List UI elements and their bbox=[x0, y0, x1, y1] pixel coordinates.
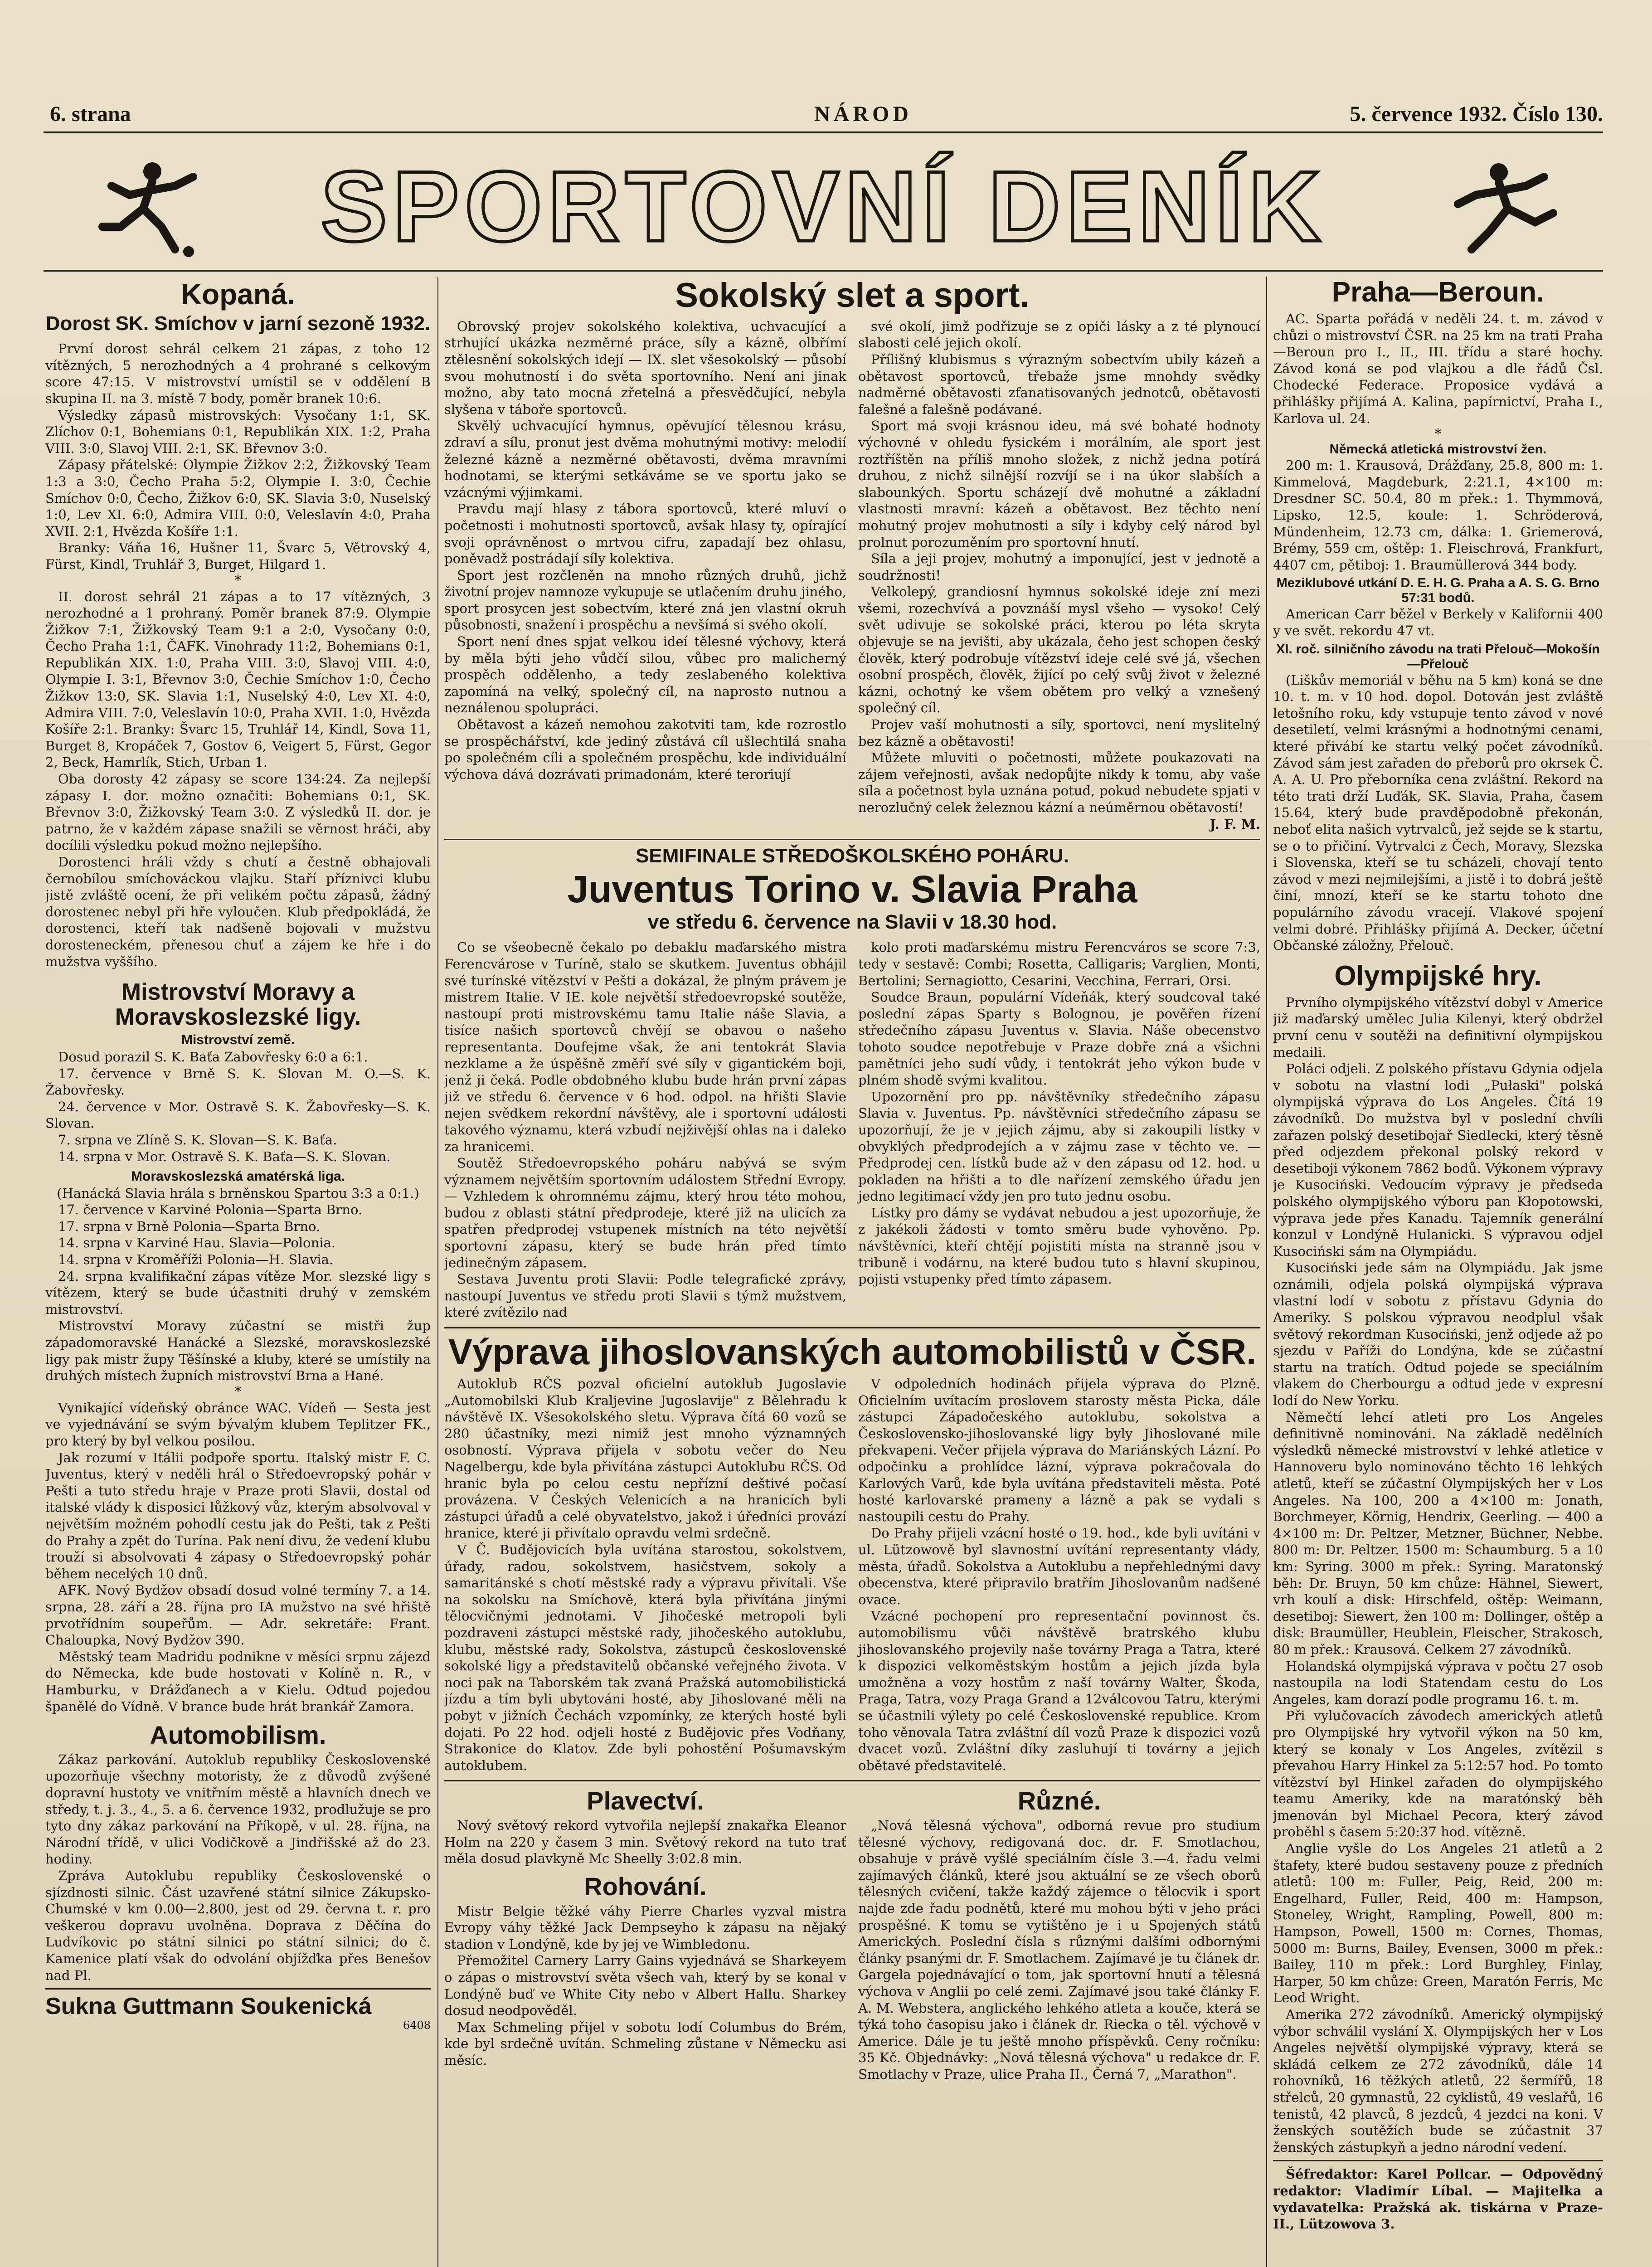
semifinal-paragraph: kolo proti maďarskému mistru Ferencváros se score 7:3, tedy v sestavě: Combi; Rosetta, Calligaris; Varglien, Monti, Bertolini; Sernagiotto, Cesarini, Vecchina, Ferrari, Orsi. bbox=[858, 939, 1260, 988]
news-item: Vynikající vídeňský obránce WAC. Vídeň — Sesta jest ve vyjednávání se svým bývalým klubem Teplitzer FK., pro který by byl velkou posilou. bbox=[45, 1400, 431, 1449]
sokol-paragraph: Sport má svoji krásnou ideu, má své bohaté hodnoty výchovné v ohledu fysickém i morálním, ale sport jest roztříštěn na příliš mnoho složek, z nichž jedna potírá druhou, z nichž silnější rozvíjí se i na úkor slabších a slabounkých. Sportu scházejí dvě mohutné a základní vlastnosti mravní: kázeň a obětavost. Bez těchto není mohutný projev mohutnosti a síly i kdyby celý národ byl prolnut porozuměním pro sportovní hnutí. bbox=[858, 418, 1260, 550]
sokol-right bbox=[858, 318, 1260, 832]
bottom-left bbox=[444, 1786, 846, 2082]
sokol-paragraph: Projev vaší mohutnosti a síly, sportovci, není myslitelný bez kázně a obětavosti! bbox=[858, 717, 1260, 749]
olympics-paragraph: Poláci odjeli. Z polského přístavu Gdynia odjela v sobotu na vlastní lodi „Pułaski" polská olympijská výprava do Los Angeles. Čítá 19 závodníků. Do mužstva byl v poslední chvíli zařazen polský desetibojař Siedlecki, který těsně před odjezdem překonal polský rekord v desetiboji výkonem 7862 bodů. Výkonem výpravy je Kusociński. Vedoucím výpravy je předseda polského olympijského výboru pan Kłopotowski, výprava jede přes Kanadu. Tajemník generální konzul v Londýně Hulanicki. S výpravou odjel Kusociński sám na Olympiádu. bbox=[1273, 1061, 1603, 1259]
misc-heading: Různé. bbox=[1017, 1786, 1101, 1815]
olympics-paragraph: Kusociński jede sám na Olympiádu. Jak jsme oznámili, odjela polská olympijská výprava vlastní lodí v sobotu z přístavu Gdynia do Ameriky. S polskou výpravou neodplul však světový rekordman Kusociński, jenž odjede až po sjezdu v Paříži do Londýna, kde se zúčastní startu na tratích. Odtud pojede se speciálním vlakem do Cherbourgu a odtud jede v expresní lodí do New Yorku. bbox=[1273, 1260, 1603, 1409]
column-rule-1 bbox=[437, 277, 438, 2267]
column-1 bbox=[45, 277, 431, 2267]
semifinal-right bbox=[858, 939, 1260, 1321]
sokol-paragraph: Můžete mluviti o početnosti, můžete poukazovati na zájem veřejnosti, avšak nedopůjte nikdy k tomu, aby vaše síla a početnost byla uznána potud, pokud nebudete spjati v nerozlučný celek železnou kázní a neúměrnou obětavostí! bbox=[858, 750, 1260, 816]
boxing-text bbox=[444, 1903, 846, 2069]
bottom-right bbox=[858, 1786, 1260, 2082]
football-paragraph: První dorost sehrál celkem 21 zápas, z toho 12 vítězných, 5 nerozhodných a 4 prohrané s celkovým score 47:15. V mistrovství umístil se v oddělení B skupina II. na 3. místě 7 body, poměr branek 10:6. bbox=[45, 341, 431, 406]
runner-icon bbox=[1444, 159, 1567, 258]
olympics-paragraph: Prvního olympijského vítězství dobyl v Americe již maďarský umělec Julia Kilenyi, který obdržel první cenu v soutěži na definitivní olympijskou medaili. bbox=[1273, 994, 1603, 1060]
olympics-paragraph: Při vylučovacích závodech amerických atletů pro Olympijské hry vytvořil výkon na 50 km, který se konaly v Los Angeles, zvítězil s převahou Harry Hinkel za 5:12:57 hod. Po tomto vítězství byl Hinkel zařaden do olympijského teamu Ameriky, kde na maratónský běh jmenován byl Michael Pecora, který závod proběhl s časem 5:20:37 hod. vítězně. bbox=[1273, 1708, 1603, 1840]
fixture-line: 14. srpna v Kroměříži Polonia—H. Slavia. bbox=[58, 1252, 334, 1268]
fixture-line: 24. července v Mor. Ostravě S. K. Žabovřesky—S. K. Slovan. bbox=[45, 1099, 431, 1131]
rally-paragraph: V odpoledních hodinách přijela výprava do Plzně. Oficielním uvítacím proslovem starosty města Picka, dále zástupci Západočeského autoklubu, sokolstva a Československo-jihoslovanské ligy byly Jihoslované mile překvapeni. Večer přijela výprava do Mariánských Lázní. Po odpočinku a prohlídce lázní, výprava pokračovala do Karlových Varů, kde byla uvítána představiteli města. Poté hosté karlovarské prameny a lázně a pak se vydali s nastoupili cestu do Prahy. bbox=[858, 1376, 1260, 1524]
issue-date: 5. července 1932. Číslo 130. bbox=[1350, 102, 1603, 126]
boxing-paragraph: Mistr Belgie těžké váhy Pierre Charles vyzval mistra Evropy váhy těžké Jack Dempseyho k zápasu na nějaký stadion v Londýně, kde by jej ve Wimbledonu. bbox=[444, 1903, 846, 1952]
masthead bbox=[44, 141, 1603, 272]
fixture-line: 17. července v Brně S. K. Slovan M. O.—S. K. Žabovřesky. bbox=[45, 1065, 431, 1098]
bottom-articles bbox=[444, 1786, 1260, 2082]
football-player-icon bbox=[84, 159, 207, 258]
news-item: AFK. Nový Bydžov obsadí dosud volné termíny 7. a 14. srpna, 28. září a 28. října pro IA mužstvo na své hřiště prvotřídním soupeřům. — Adr. sekretáře: Frant. Chaloupka, Nový Bydžov 390. bbox=[45, 1582, 431, 1648]
fixture-line: 14. srpna v Mor. Ostravě S. K. Baťa—S. K. Slovan. bbox=[58, 1148, 391, 1164]
semifinal-paragraph: Lístky pro dámy se vydávat nebudou a jest upozorňuje, že z jakékoli žádosti v tomto směru bude vyhověno. Pp. návštěvníci, kteří chtějí pojistiti místa na stranně jsou v tribuně i vodárnu, na které budou tuto s hlavní skupinou, pojisti vstupenky před tímto zápasem. bbox=[858, 1205, 1260, 1287]
rally-heading: Výprava jihoslovanských automobilistů v ČSR. bbox=[448, 1332, 1257, 1372]
moravia-text bbox=[45, 1032, 431, 1715]
separator-asterisk: * bbox=[1434, 426, 1442, 443]
rally-paragraph: V Č. Budějovicích byla uvítána starostou, sokolstvem, úřady, radou, sokolstvem, hasičstvem, sokoly a samaritánské s chotí městské rady a výpravu přivítali. Vše na sokolsku na Smíchově, která byla přivítána jinými tělocvičnými jednotami. V Jihočeské metropoli byli pozdraveni zástupci městské rady, jihočeského autoklubu, klubu, městské rady, Sokolstva, zástupců československé sokolské ligy a představitelů občanské veřejného života. V noci pak na Taborském tak zvaná Pražská automobilistická jízdu a tím byli ubytováni hosté, aby Jihoslované měli na pobyt v jižních Čechách vzpomínky, ze kterých hosté byli dojati. Po 22 hod. odjeli hosté z Budějovic přes Vodňany, Strakonice do Klatov. Zde byli pohostění Pošumavským autoklubem. bbox=[444, 1542, 846, 1773]
praha-beroun-text bbox=[1273, 311, 1603, 427]
sokol-paragraph: Pravdu mají hlasy z tábora sportovců, které mluví o početnosti i mohutnosti sportovců, avšak hlasy ty, opírající svoji oprávněnost o mrtvou cifru, zapadají bez ohlasu, poněvadž postrádají síly kolektiva. bbox=[444, 501, 846, 567]
boxing-paragraph: Max Schmeling přijel v sobotu lodí Columbus do Brém, kde byl srdečně uvítán. Schmeling zůstane v Německu asi měsíc. bbox=[444, 2019, 846, 2068]
column-rule-3 bbox=[1266, 277, 1267, 2267]
sokol-paragraph: Síla a jeji projev, mohutný a imponující, jest v jednotě a soudržnosti! bbox=[858, 551, 1260, 583]
sokol-signature: J. F. M. bbox=[1210, 816, 1260, 832]
womens-paragraph: 200 m: 1. Krausová, Drážďany, 25.8, 800 m: 1. Kimmelová, Magdeburk, 2:21.1, 4×100 m: Dresdner SC. 50.4, 80 m přek.: 1. Thymmová, Lipsko, 12.5, koule: 1. Schröderová, Mündenheim, 12.73 cm, dálka: 1. Griemerová, Brémy, 559 cm, oštěp: 1. Fleischrová, Frankfurt, 4407 cm, pětiboj: 1. Braumüllerová 344 body. bbox=[1273, 457, 1603, 573]
semifinal-heading: Juventus Torino v. Slavia Praha bbox=[567, 868, 1137, 911]
column-4 bbox=[1273, 277, 1603, 2267]
sokol-paragraph: Obětavost a kázeň nemohou zakotviti tam, kde rozrostlo se prospěchářství, kde jediný zůstává cíl ušlechtilá snaha po společném cíli a společném prospěchu, kde individuální výchova dává dozrávati primadonám, které teroriují bbox=[444, 717, 846, 782]
fixture-line: 17. srpna v Brně Polonia—Sparta Brno. bbox=[58, 1218, 321, 1234]
boxing-paragraph: Přemožitel Carnery Larry Gains vyjednává se Sharkeyem o zápas o mistrovství světa všech vah, který by se konal v Londýně buď ve White City nebo v Albert Hallu. Sharkey dosud neodpověděl. bbox=[444, 1953, 846, 2019]
motoring-text bbox=[45, 1751, 431, 1984]
imprint-rule bbox=[1273, 2160, 1603, 2161]
separator-asterisk: * bbox=[234, 572, 242, 589]
fixture-line: Dosud porazil S. K. Baťa Zabovřesky 6:0 a 6:1. bbox=[58, 1049, 368, 1065]
womens-heading: Německá atletická mistrovství žen. bbox=[1329, 442, 1547, 457]
masthead-rule bbox=[44, 270, 1603, 272]
road-race-heading: XI. roč. silničního závodu na trati Přelouč—Mokošín—Přelouč bbox=[1276, 642, 1600, 671]
football-paragraph: II. dorost sehrál 21 zápas a to 17 vítězných, 3 nerozhodné a 1 prohraný. Poměr branek 87:9. Olympie Žižkov 7:1, Žižkovský Team 9:1 a 2:0, Vysočany 0:0, Čecho Praha 1:1, ČAFK. Vinohrady 11:2, Bohemians 0:1, Republikán XIX. 1:0, Praha VIII. 3:0, Slavoj VIII. 4:0, Olympie I. 3:1, Břevnov 3:0, Čechie Smíchov 1:0, Čecho Žižkov 13:0, SK. Slavia 1:1, Nuselský 4:0, Lev XI. 4:0, Admira VIII. 7:0, Veleslavín 10:0, Praha XVII. 1:0, Hvězda Košíře 2:1. Branky: Švarc 15, Truhlář 14, Kindl, Sova 11, Burget 8, Kropáček 7, Gostov 6, Veigert 5, Fürst, Gegor 2, Beck, Hamrlík, Stich, Urban 1. bbox=[45, 589, 431, 770]
moravia-sub1: Mistrovství země. bbox=[181, 1032, 295, 1048]
football-paragraph: Zápasy přátelské: Olympie Žižkov 2:2, Žižkovský Team 1:3 a 3:0, Čecho Praha 5:2, Olympie I. 3:0, Čechie Smíchov 0:0, Čecho, Žižkov 6:0, SK. Slavia 3:0, Nuselský 1:0, Lev XI. 6:0, Admira VIII. 0:0, Veleslavín 4:0, Praha XVII. 2:1, Hvězda Košíře 1:1. bbox=[45, 457, 431, 539]
moravia-note: (Hanácká Slavia hrála s brněnskou Spartou 3:3 a 0:1.) bbox=[57, 1185, 419, 1201]
sokol-paragraph: své okolí, jimž podřizuje se z opiči lásky a z té plynoucí slabosti celé jejich okolí. bbox=[858, 318, 1260, 351]
sokol-paragraph: Obrovský projev sokolského kolektiva, uchvacující a strhující ukázka nezměrné práce, síly a kázně, olbřímí ztělesnění sokolských idejí — IX. slet všesokolský — působí svou mohutností i do světa sportovního. Není ani jinak možno, aby tato mocná zřetelná a přesvědčující, nebyla slyšena v táboře sportovců. bbox=[444, 318, 846, 417]
fixture-line: Mistrovství Moravy zúčastní se mistři žup západomoravské Hanácké a Slezské, moravskoslezské ligy pak mistr župy Těšínské a kluby, které se umístily na druhých místech župních mistrovství Brna a Hané. bbox=[45, 1318, 431, 1384]
semifinal-left bbox=[444, 939, 846, 1321]
club-meet-paragraph: American Carr běžel v Berkely v Kalifornii 400 y ve svět. rekordu 47 vt. bbox=[1273, 606, 1603, 638]
section-rule bbox=[444, 1780, 1260, 1781]
football-paragraph: Branky: Váňa 16, Hušner 11, Švarc 5, Větrovský 4, Fürst, Kindl, Truhlář 3, Burget, Hilgard 1. bbox=[45, 540, 431, 572]
misc-paragraph: „Nová tělesná výchova", odborná revue pro studium tělesné výchovy, redigovaná doc. dr. F. Smotlachou, obsahuje v právě vyšlé speciálním čísle 3.—4. řadu velmi zajímavých článků, které jsou aktuální se ze všech oborů tělesných cvičení, takže každý zájemce o tělocvik i sport najde zde řadu podnětů, které mu mohou býti v jeho práci prospěšné. K tomu se vytištěno je i u Spojených států Amerických. Poslední čísla s různými dalšími odbornými články psanými dr. F. Smotlachem. Zajímavé je tu článek dr. Gargela pojednávající o tom, jak sportovní hnutí a tělesná výchova v Anglii po celé zemi. Zajímavé jsou také články F. A. M. Webstera, anglického lehkého atleta a kouče, která se týká toho časopisu jako i článek dr. Riecka o těl. výchově v Americe. Dále je tu ještě mnoho příspěvků. Ceny ročníku: 35 Kč. Objednávky: „Nová tělesná výchova" u redakce dr. F. Smotlachy v Praze, ulice Praha II., Černá 7, „Marathon". bbox=[858, 1818, 1260, 2082]
motoring-heading: Automobilism. bbox=[150, 1721, 326, 1750]
semifinal-paragraph: Soutěž Středoevropského poháru nabývá se svým významem největším sportovním událostem Střední Evropy. — Vzhledem k ohromnému zájmu, který hrou této mohou, budou z oblasti státní předprodeje, které již na ulicích za spatřen předprodej vstupenek místních na této největší sportovní zápasu, který se bude hrán před tímto jedinečným zápasem. bbox=[444, 1155, 846, 1270]
football-paragraph: Oba dorosty 42 zápasy se score 134:24. Za nejlepší zápasy I. dor. možno označiti: Bohemians 0:1, SK. Břevnov 3:0, Žižkovský Team 3:0. Z výsledků II. dor. je patrno, že v každém zápase snažili se věrnost hráči, aby docílili výsledku pokud možno nejlepšího. bbox=[45, 771, 431, 853]
olympics-paragraph: Amerika 272 závodníků. Americký olympijský výbor schválil vyslání X. Olympijských her v Los Angeles největší olympijské výpravy, která se skládá celkem ze 272 závodníků, dále 14 rohovníků, 16 těžkých atletů, 22 šermířů, 18 střelců, 20 gymnastů, 22 cyklistů, 49 veslařů, 16 tenistů, 42 plavců, 8 jezdců, 4 jezdci na koni. V ženských soutěžích bude se zúčastnit 37 ženských zástupkyň a jedno národní vedení. bbox=[1273, 2007, 1603, 2155]
club-meet-heading: Meziklubové utkání D. E. H. G. Praha a A. S. G. Brno 57:31 bodů. bbox=[1276, 576, 1600, 606]
football-subheading: Dorost SK. Smíchov v jarní sezoně 1932. bbox=[45, 312, 431, 335]
olympics-paragraph: Němečtí lehcí atleti pro Los Angeles definitivně nominováni. Na základě nedělních výsledků německé mistrovství v lehké atletice v Hannoveru bylo nominováno těchto 16 lehkých atletů, kteří se zúčastní Olympijských her v Los Angeles. Na 100, 200 a 4×100 m: Jonath, Borchmeyer, Körnig, Hendrix, Geerling. — 400 a 4×100 m: Dr. Peltzer, Metzner, Büchner, Nebbe. 800 m: Dr. Peltzer. 1500 m: Schaumburg. 5 a 10 km: Syring. 3000 m přek.: Syring. Maratonský běh: Dr. Bruyn, 50 km chůze: Hähnel, Siewert, vrh koulí a disk: Hirschfeld, oštěp: Weimann, desetiboj: Siewert, žen 100 m: Dollinger, oštěp a disk: Braumüller, Heublein, Fleischer, Strakosch, 80 m přek.: Krausová. Celkem 27 závodníků. bbox=[1273, 1409, 1603, 1657]
football-paragraph: Výsledky zápasů mistrovských: Vysočany 1:1, SK. Zlíchov 0:1, Bohemians 0:1, Republikán XIX. 1:2, Praha VIII. 3:0, Slavoj VIII. 2:1, SK. Břevnov 3:0. bbox=[45, 407, 431, 456]
sokol-paragraph: Velkolepý, grandiosní hymnus sokolské ideje zní mezi všemi, rozechvívá a povznáší mysl všeho — vysoko! Celý svět udivuje se sokolské práci, kterou po léta skryta objevuje se na jevišti, aby ukázala, čeho jest schopen český člověk, který podrobuje vítězství ideje celé své já, všechen osobní prospěch, člověk, žijící po celý svůj život v železné kázni, ochotný ke všem obětem pro velký a vznešený společný cíl. bbox=[858, 584, 1260, 716]
sokol-paragraph: Sport jest rozčleněn na mnoho různých druhů, jichž životní projev namnoze vykupuje se utlačením druhu jiného, sport prosycen jest sobectvím, které zná jen vlastní okruh působnosti, snažení i prospěchu a nevšímá si svého okolí. bbox=[444, 567, 846, 633]
rally-paragraph: Autoklub RČS pozval oficielní autoklub Jugoslavie „Automobilski Klub Kraljevine Jugoslavije" z Bělehradu k návštěvě IX. Všesokolského sletu. Výprava čítá 60 vozů se 280 účastníky, mezi nimiž jest mnoho významných osobností. Výprava přijela v sobotu večer do Neu Nagelbergu, kde byla přivítána zástupci Autoklubu RČS. Od hranic byla po celou cestu nepřízní deštivé počasí provázena. V Českých Velenicích a na hranicích byli zástupci úřadů a celé obyvatelstvo, jakož i úředníci provází hranice, které ji přivítalo opravdu velmi srdečně. bbox=[444, 1376, 846, 1541]
sokol-paragraph: Přílišný klubismus s výrazným sobectvím ubily kázeň a obětavost sportovců, třebaže jsme mnohdy svědky nadměrné obětavosti zfanatisovaných jednotců, obětavosti falešné a falešně podávané. bbox=[858, 351, 1260, 417]
sokol-article bbox=[444, 318, 1260, 832]
page-number: 6. strana bbox=[50, 102, 131, 126]
praha-beroun-paragraph: AC. Sparta pořádá v neděli 24. t. m. závod v chůzi o mistrovství ČSR. na 25 km na trati Praha—Beroun pro I., II., III. třídu a staré hochy. Závod koná se pod vlajkou a dle řádů Čsl. Chodecké Federace. Proposice vydává a přihlášky přijímá A. Kalina, papírnictví, Praha I., Karlova ul. 24. bbox=[1273, 311, 1603, 426]
semifinal-paragraph: Co se všeobecně čekalo po debaklu maďarského mistra Ferencvárose v Turíně, stalo se skutkem. Juventus obhájil své turínské vítězství v Pešti a dokázal, že plným právem je mistrem Italie. V IE. kole největší středoevropské soutěže, nastoupí proti mistrovskému tamu Italie náše Slavia, a tisíce našich sportovců chvějí se obavou o našeho representanta. Doufejme však, že ani tentokrát Slavia nezklame a že úspěšně změří své síly v gigantickém boji, jenž ji čeká. Podle obdobného klubu bude hrán první zápas již ve středu 6. července v 6 hod. odpol. na hřišti Slavie nejen svědkem rekordní návštěvy, ale i sportovní události takového významu, která vzbudí nejživější ohlas na i daleko za hranicemi. bbox=[444, 939, 846, 1154]
club-meet-text bbox=[1273, 606, 1603, 639]
olympics-paragraph: Anglie vyšle do Los Angeles 21 atletů a 2 štafety, které budou sestaveny pouze z předních atletů: 100 m: Fuller, Peig, Reid, 200 m: Engelhard, Fuller, Reid, 400 m: Hampson, Stoneley, Wright, Rampling, Powell, 800 m: Hampson, Powell, 1500 m: Cornes, Thomas, 5000 m: Burns, Bailey, Evensen, 3000 m přek.: Bailey, 110 m přek.: Lord Burghley, Finlay, Harper, 50 km chůze: Green, Maratón Ferris, Mc Leod Wright. bbox=[1273, 1841, 1603, 2006]
rally-paragraph: Do Prahy přijeli vzácní hosté o 19. hod., kde byli uvítáni v ul. Lützowově byl slavnostní uvítání representanty vlády, města, úřadů. Sokolstva a Autoklubu a nepřehlednými davy obecenstva, které připravilo bratřím Jihoslovanům nadšené ovace. bbox=[858, 1525, 1260, 1607]
imprint bbox=[1273, 2166, 1603, 2232]
semifinal-article bbox=[444, 939, 1260, 1321]
semifinal-paragraph: Sestava Juventu proti Slavii: Podle telegrafické zprávy, nastoupí Juventus ve středu proti Slavii s týmž mužstvem, které zvítězilo nad bbox=[444, 1271, 846, 1320]
olympics-heading: Olympijské hry. bbox=[1334, 960, 1542, 992]
boxing-heading: Rohování. bbox=[584, 1872, 707, 1901]
rally-left bbox=[444, 1376, 846, 1774]
sokol-heading: Sokolský slet a sport. bbox=[675, 277, 1030, 315]
road-race-text bbox=[1273, 672, 1603, 954]
praha-beroun-heading: Praha—Beroun. bbox=[1331, 277, 1545, 308]
news-item: Jak rozumí v Itálii podpoře sportu. Italský mistr F. C. Juventus, který v neděli hrál o Středoevropský pohár v Pešti a tuto středu hraje v Praze proti Slavii, dostal od italské vlády k disposici lůžkový vůz, kterým absolvoval v největším možném pohodlí cestu jak do Pešti, tak z Pešti do Prahy a zpět do Turína. Pak není divu, že vedení klubu trouží si absolvovati 4 zápasy o Středoevropský pohár během necelých 10 dnů. bbox=[45, 1450, 431, 1581]
moravia-sub2: Moravskoslezská amatérská liga. bbox=[131, 1169, 345, 1184]
sokol-paragraph: Sport není dnes spjat velkou ideí tělesné výchovy, která by měla býti jeho vůdčí silou, vůbec pro malicherný prospěch oddělenho, a tedy zeslabeného kolektiva zapomíná na velký, společný cíl, na naprosto nutnou a neználenou spolupráci. bbox=[444, 634, 846, 716]
separator-asterisk: * bbox=[234, 1383, 242, 1400]
road-race-paragraph: (Liškův memoriál v běhu na 5 km) koná se dne 10. t. m. v 10 hod. dopol. Dotován jest zvláště letošního roku, kdy vstupuje tento závod v nové desetiletí, velmi krásnými a hodnotnými cenami, které přivábí ke startu velký počet závodníků. Závod sám jest zařaden do přeborů pro okrsek Č. A. A. U. Pro přeborníka cena zvláštní. Rekord na této trati drží Luďák, SK. Slavia, Praha, časem 15.64, který bude pravděpodobně překonán, neboť elita našich vytrvalců, jež sejde se k startu, se o to přičiní. Vytrvalci z Čech, Moravy, Slezska i Slovenska, kteří se tu scházeli, chovají tento závod v mezi nejmilejšími, a jistě i to dobrá ještě činí, mnozí, kteří se ke startu tohoto dne populárního závodu vracejí. Vlakové spojení velmi dobré. Přihlášky přijímá A. Decker, účetní Občanské záložny, Přelouč. bbox=[1273, 672, 1603, 954]
motoring-paragraph: Zpráva Autoklubu republiky Československé o sjízdnosti silnic. Část uzavřené státní silnice Zákupsko-Chumské v km 0.00—2.800, jest od 29. června t. r. pro veškerou dopravu uvolněna. Doprava z Děčína do Ludvíkovic po státní silnici po státní silnici; do č. Kamenice platí však do odvolání objížďka přes Benešov nad Pl. bbox=[45, 1868, 431, 1983]
sokol-paragraph: Skvělý uchvacující hymnus, opěvující tělesnou krásu, zdraví a sílu, pronut jest dvěma mohutnými motivy: melodií železné kázně a nezměrné obětavosti, dvěma mravními hodnotami, se kterými setkáváme se ve sportu jako se vzácnými výjimkami. bbox=[444, 418, 846, 500]
semifinal-subheading: ve středu 6. července na Slavii v 18.30 hod. bbox=[647, 911, 1057, 934]
columns-2-3 bbox=[444, 277, 1260, 2267]
rally-paragraph: Vzácné pochopení pro representační povinnost čs. automobilismu vůči návštěvě bratrského klubu jihoslovanského projevily naše továrny Praga a Tatra, které k dispozici velkoměstským hostům a jejich jízda byla umožněna a vozy hostům z naší továrny Walter, Škoda, Praga, Tatra, vozy Praga Grand a 12válcovou Tatru, kterými se účastnili výlety po celé Československé republice. Krom toho věnovala Tatra zvláštní díl vozů Praze k dispozici vozů dvacet vozů. Zvláštní díky zasluhují ti továrny a jejich obětavé představitelé. bbox=[858, 1608, 1260, 1773]
semifinal-paragraph: Soudce Braun, populární Vídeňák, který soudcoval také poslední zápas Sparty s Bolognou, je pověřen řízení středečního zápasu Juventus v. Slavia. Náše obecenstvo tohoto soudce nepotřebuje v Praze dobře zná a všichni pamětníci jeho sudí vůdy, i tentokrát jeho výkon bude v plném shodě svými kvalitou. bbox=[858, 989, 1260, 1088]
advertisement: Sukna Guttmann Soukenická bbox=[45, 1993, 372, 2020]
womens-text bbox=[1273, 457, 1603, 573]
ad-number: 6408 bbox=[403, 2019, 431, 2032]
rally-right bbox=[858, 1376, 1260, 1774]
olympics-paragraph: Holandská olympijská výprava v počtu 27 osob nastoupila na lodi Statendam cestu do Los Angeles, kam dorazí podle programu 16. t. m. bbox=[1273, 1658, 1603, 1707]
misc-text bbox=[858, 1817, 1260, 2083]
masthead-title: SPORTOVNÍ DENÍK bbox=[321, 150, 1326, 262]
swimming-text bbox=[444, 1817, 846, 1867]
motoring-paragraph: Zákaz parkování. Autoklub republiky Československé upozorňuje všechny motoristy, že z důvodů zvýšené dopravní hustoty ve vnitřním městě a hlavních dnech ve středy, t. j. 3., 4., 5. a 6. července 1932, prodlužuje se pro tyto dny zákaz parkování na Příkopě, v ul. 28. října, na Národní třídě, v ulici Vodičkově a Jindřišské až do 23. hodiny. bbox=[45, 1751, 431, 1867]
fixture-line: 24. srpna kvalifikační zápas vítěze Mor. slezské ligy s vítězem, který se bude účastniti druhý v zemském mistrovství. bbox=[45, 1268, 431, 1317]
fixture-line: 7. srpna ve Zlíně S. K. Slovan—S. K. Baťa. bbox=[58, 1132, 337, 1148]
page-header bbox=[44, 98, 1603, 130]
fixture-line: 17. července v Karviné Polonia—Sparta Brno. bbox=[58, 1202, 363, 1218]
paper-name: NÁROD bbox=[814, 102, 912, 126]
swimming-paragraph: Nový světový rekord vytvořila nejlepší znakařka Eleanor Holm na 220 y časem 3 min. Světový rekord na tuto trať měla dosud plavkyně Mc Sheelly 3:02.8 min. bbox=[444, 1818, 846, 1867]
swimming-heading: Plavectví. bbox=[587, 1786, 704, 1815]
sokol-left bbox=[444, 318, 846, 832]
semifinal-paragraph: Upozornění pro pp. návštěvníky středečního zápasu Slavia v. Juventus. Pp. návštěvníci středečního zápasu se upozorňují, že je v jejich zájmu, aby si zakoupili lístky v obvyklých předprodejích a v zájmu zase v těchto ve. — Předprodej cen. lístků bude až v den zápasu od 12. hod. u pokladen na hřišti a to dle nařízení zemského úřadu jen jedno legitimací vždy jen pro tuto jednu osobu. bbox=[858, 1089, 1260, 1204]
rally-article bbox=[444, 1376, 1260, 1774]
fixture-line: 14. srpna v Karviné Hau. Slavia—Polonia. bbox=[58, 1235, 336, 1251]
olympics-text bbox=[1273, 994, 1603, 2156]
football-text bbox=[45, 341, 431, 970]
ad-rule bbox=[45, 1988, 431, 1990]
moravia-heading: Mistrovství Moravy a Moravskoslezské ligy. bbox=[115, 979, 361, 1030]
football-paragraph: Dorostenci hráli vždy s chutí a čestně obhajovali černobílou smíchováckou vlajku. Staří příznivci klubu jistě zvláště ocení, že při velikém počtu zápasů, žádný dorostenec nebyl při hře vyloučen. Klub předpokládá, že dorostenci, kteří tak nadšeně bojovali v mužstvu dorosteneckém, přenesou chuť a zájem ke hře i do mužstva vyššího. bbox=[45, 854, 431, 969]
news-item: Městský team Madridu podnikne v měsíci srpnu zájezd do Německa, kde bude hostovati v Kolíně n. R., v Hamburku, v Drážďanech a v Kielu. Odtud pojedou španělé do Vídně. V brance bude hrát brankář Zamora. bbox=[45, 1649, 431, 1714]
header-rule bbox=[44, 131, 1603, 133]
imprint-text: Šéfredaktor: Karel Pollcar. — Odpovědný redaktor: Vladimír Líbal. — Majitelka a vydavatelka: Pražská ak. tiskárna v Praze-II., Lützowova 3. bbox=[1273, 2166, 1603, 2232]
semifinal-kicker: SEMIFINALE STŘEDOŠKOLSKÉHO POHÁRU. bbox=[636, 845, 1069, 867]
section-rule bbox=[444, 1327, 1260, 1328]
football-heading: Kopaná. bbox=[180, 278, 296, 311]
section-rule bbox=[444, 839, 1260, 840]
